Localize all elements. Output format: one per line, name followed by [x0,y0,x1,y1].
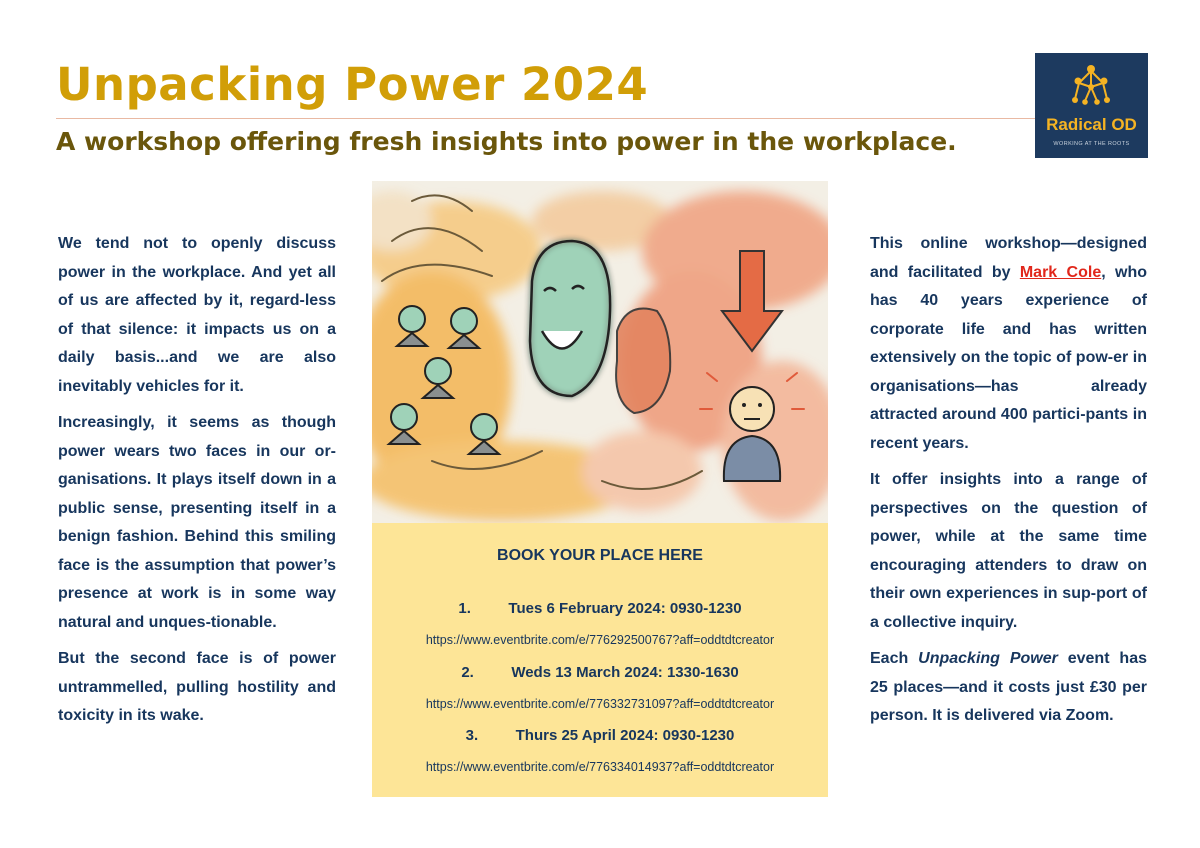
two-faces-illustration [372,181,828,523]
details-paragraph: It offer insights into a range of perspectives on the question of power, while at the same time encouraging attenders to draw on their own experiences in sup-port of a collective inquiry. [870,471,1147,631]
details-text: Each [870,650,919,667]
event-item [372,600,828,617]
details-text: event has 25 places—and it costs just £30 per person. It is delivered via Zoom. [870,650,1147,724]
intro-column [58,230,336,739]
event-item [372,664,828,681]
event-number: 2. [461,664,474,681]
intro-paragraph: We tend not to openly discuss power in the workplace. And yet all of us are affected by it, regard-less of that silence: it impacts us on a daily basis...and we are also inevitably vehicles for it. [58,235,336,395]
event-date: Thurs 25 April 2024: 0930-1230 [515,727,735,744]
logo-name: Radical OD [1046,115,1137,134]
details-text: , who has 40 years experience of corporate life and has written extensively on the topic of pow-er in organisations—has already attracted around 400 partici-pants in recent years. [870,263,1148,452]
event-link[interactable]: https://www.eventbrite.com/e/776292500767?aff=oddtdtcreator [425,633,775,647]
event-link[interactable]: https://www.eventbrite.com/e/776334014937?aff=oddtdtcreator [425,760,775,774]
logo-tagline: WORKING AT THE ROOTS [1053,141,1130,147]
event-number: 3. [465,727,479,744]
details-paragraph [870,645,1147,731]
event-number: 1. [458,600,471,617]
page-title: Unpacking Power 2024 [56,58,649,111]
facilitator-name-link[interactable]: Mark Cole [1019,263,1102,281]
title-divider [56,118,1036,119]
booking-heading: BOOK YOUR PLACE HERE [497,547,703,564]
event-date: Weds 13 March 2024: 1330-1630 [511,664,739,681]
event-date: Tues 6 February 2024: 0930-1230 [508,600,742,617]
event-name: Unpacking Power [918,650,1058,667]
booking-panel [372,523,828,797]
people-network-icon [1067,61,1115,109]
event-item [372,727,828,744]
event-link[interactable]: https://www.eventbrite.com/e/776332731097?aff=oddtdtcreator [425,697,775,711]
radical-od-logo [1035,53,1148,158]
details-paragraph [870,230,1147,458]
details-column [870,230,1147,739]
details-text: This online workshop—designed and facilitated by [870,235,1147,281]
intro-paragraph: But the second face is of power untrammelled, pulling hostility and toxicity in its wake. [58,650,336,724]
intro-paragraph: Increasingly, it seems as though power wears two faces in our or-ganisations. It plays itself down in a public sense, presenting itself in a benign fashion. Behind this smiling face is the assumption that power’s presence at work is in some way natural and unques-tionable. [58,414,336,631]
page-subtitle: A workshop offering fresh insights into power in the workplace. [56,127,957,156]
